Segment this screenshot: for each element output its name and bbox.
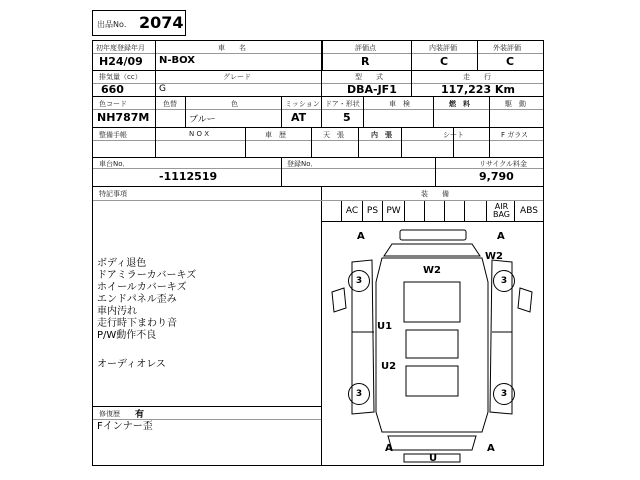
equip-blank-3 bbox=[445, 201, 465, 221]
car-diagram bbox=[322, 222, 543, 466]
glass-label: F ガラス bbox=[501, 131, 529, 139]
grade-label: グレード bbox=[223, 73, 251, 81]
mileage-value: 117,223 Km bbox=[441, 83, 515, 96]
equip-abs: ABS bbox=[520, 206, 538, 216]
interior-value: C bbox=[440, 55, 449, 68]
equip-ac: AC bbox=[341, 201, 363, 221]
equip-pw: PW bbox=[383, 201, 405, 221]
remark-line: ドアミラーカバーキズ bbox=[97, 270, 197, 281]
color-label: 色 bbox=[231, 100, 238, 108]
mark-u1: U1 bbox=[377, 321, 393, 332]
remark-line: エンドパネル歪み bbox=[97, 294, 177, 305]
chassis-label: 車台No． bbox=[99, 160, 130, 168]
manual-label: 整備手帳 bbox=[99, 131, 127, 139]
remark-extra: オーディオレス bbox=[97, 359, 166, 370]
exterior-label: 外装評価 bbox=[493, 44, 521, 52]
repair-label: 修復歴 bbox=[99, 410, 120, 418]
remark-line: ホイールカバーキズ bbox=[97, 282, 187, 293]
tire-rear-left: 3 bbox=[348, 383, 370, 405]
lot-label: 出品No． bbox=[97, 20, 132, 29]
mark-a-bottom-right: A bbox=[487, 443, 495, 454]
car-name-value: N-BOX bbox=[159, 55, 195, 66]
tone-label: 色替 bbox=[163, 100, 177, 108]
mark-a-bottom-left: A bbox=[385, 443, 393, 454]
score-label: 評価点 bbox=[355, 44, 376, 52]
repair-note: Fインナー歪 bbox=[97, 421, 153, 432]
color-value: ブルー bbox=[189, 115, 216, 125]
model-label: 型 式 bbox=[355, 73, 383, 81]
lot-number: 2074 bbox=[139, 13, 184, 32]
seat-label: シート bbox=[443, 131, 464, 139]
mark-u-bottom: U bbox=[429, 453, 438, 464]
auction-sheet bbox=[92, 40, 544, 466]
history-label: 車 歴 bbox=[265, 131, 286, 139]
color-code-value: NH787M bbox=[97, 111, 150, 124]
mileage-label: 走 行 bbox=[463, 73, 491, 81]
score-value: R bbox=[361, 55, 370, 68]
remark-line: 車内汚れ bbox=[97, 306, 137, 317]
color-code-label: 色コード bbox=[99, 100, 127, 108]
year-value: H24/09 bbox=[99, 55, 143, 68]
drive-label: 駆 動 bbox=[505, 100, 526, 108]
remarks-label: 特記事項 bbox=[99, 190, 127, 198]
reg-label: 登録No． bbox=[287, 160, 318, 168]
equip-blank-2 bbox=[425, 201, 445, 221]
mark-u2: U2 bbox=[381, 361, 397, 372]
model-value: DBA-JF1 bbox=[347, 83, 397, 96]
remark-line: P/W動作不良 bbox=[97, 330, 157, 341]
tire-rear-right: 3 bbox=[493, 383, 515, 405]
mark-w2-center: W2 bbox=[423, 265, 441, 276]
remark-line: ボディ退色 bbox=[97, 258, 147, 269]
lot-number-box bbox=[92, 10, 186, 36]
doors-value: 5 bbox=[343, 111, 351, 124]
name-label: 車 名 bbox=[218, 44, 246, 52]
fuel-label: 燃 料 bbox=[449, 100, 470, 108]
mission-value: AT bbox=[291, 111, 307, 124]
mission-label: ミッション bbox=[285, 100, 320, 108]
equipment-label: 装 備 bbox=[421, 190, 449, 198]
grade-value: G bbox=[159, 84, 166, 94]
tire-front-left: 3 bbox=[348, 270, 370, 292]
exterior-value: C bbox=[506, 55, 515, 68]
year-label: 初年度登録年月 bbox=[96, 44, 145, 52]
equip-airbag: AIR BAG bbox=[489, 201, 515, 221]
cc-value: 660 bbox=[101, 83, 124, 96]
mark-w2-right: W2 bbox=[485, 251, 503, 262]
interior-fabric-label: 内 張 bbox=[371, 131, 392, 139]
equip-blank-4 bbox=[465, 201, 487, 221]
equip-blank-1 bbox=[405, 201, 425, 221]
interior-label: 内装評価 bbox=[429, 44, 457, 52]
roof-label: 天 張 bbox=[323, 131, 344, 139]
recycle-label: リサイクル料金 bbox=[479, 160, 528, 168]
mark-a-top-left: A bbox=[357, 231, 365, 242]
repair-value: 有 bbox=[135, 410, 145, 420]
remarks-list bbox=[97, 258, 196, 342]
cc-label: 排気量（cc） bbox=[99, 73, 142, 81]
recycle-value: 9,790 bbox=[479, 170, 514, 183]
mark-a-top-right: A bbox=[497, 231, 505, 242]
inspection-label: 車 検 bbox=[389, 100, 410, 108]
equip-ps: PS bbox=[363, 201, 383, 221]
tire-front-right: 3 bbox=[493, 270, 515, 292]
chassis-value: -1112519 bbox=[159, 170, 218, 183]
doors-label: ドア・形状 bbox=[325, 100, 360, 108]
remark-line: 走行時下まわり音 bbox=[97, 318, 177, 329]
nox-label: N O X bbox=[189, 130, 209, 138]
